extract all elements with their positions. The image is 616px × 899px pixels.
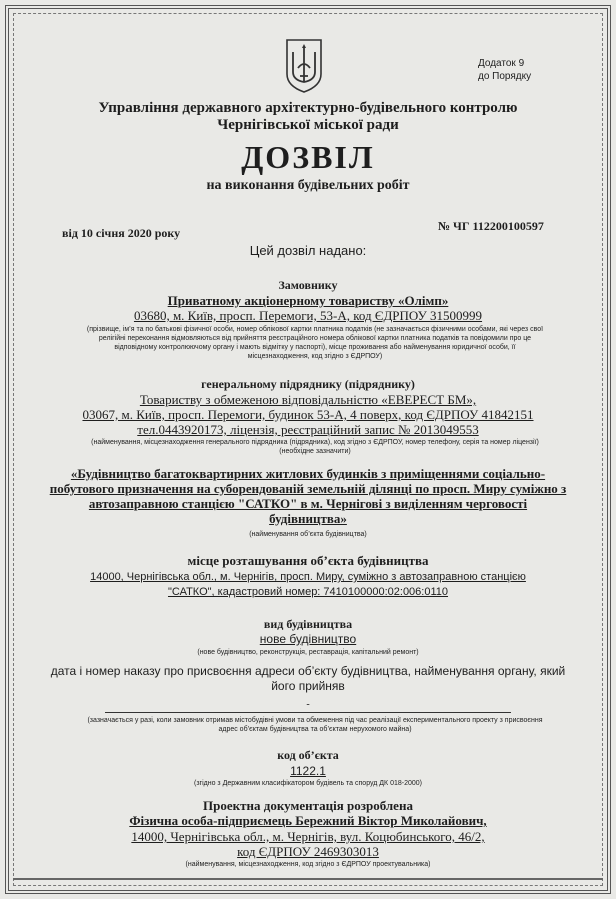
address-order-note-line1: (зазначається у разі, коли замовник отримав містобудівні умови та обмеження під час реалізації експериментального проекту з присвоєння [87,717,543,724]
annex-note [478,57,531,83]
contractor-note [50,438,580,456]
contractor-note-line1: (найменування, місцезнаходження генерального підрядника (підрядника), код згідно з ЄДРПОУ, номер телефону, серія та номер ліцензії) [91,439,539,446]
issuing-authority [40,100,576,134]
project-docs-note: (найменування, місцезнаходження, код згідно з ЄДРПОУ проектувальника) [185,861,431,868]
page-subtitle: на виконання будівельних робіт [206,178,410,193]
project-docs-heading: Проектна документація розроблена [203,798,413,813]
project-docs-code: код ЄДРПОУ 2469303013 [237,844,379,859]
object-name-line: «Будівництво багатоквартирних житлових будинків з приміщеннями соціально- [70,466,546,481]
granted-to: Цей дозвіл надано: [249,243,367,258]
project-docs-address: 14000, Чернігівська обл., м. Чернігів, вул. Коцюбинського, 46/2, [131,829,485,844]
bottom-border [13,878,603,888]
address-order-line2: його прийняв [271,679,345,693]
address-order-line1: дата і номер наказу про присвоєння адреси об’єкту будівництва, найменування органу, який [50,664,566,678]
issue-date: від 10 січня 2020 року [62,226,181,240]
address-order-note-line2: адрес об’єктам будівництва та об’єктам нерухомого майна) [218,726,412,733]
customer-name: Приватному акціонерному товариству «Олімп» [167,293,449,308]
customer-note-line: відповідному контролюючому органу і мають відмітку у паспорті), місце проживання або найменування юридичної особи, її [114,344,516,351]
customer-heading: Замовнику [278,278,338,292]
construction-type-value: нове будівництво [259,632,357,646]
object-note: (найменування об’єкта будівництва) [249,531,367,538]
object-name-line: побутового призначення на суборендованій земельній ділянці по просп. Миру суміжно з [49,481,567,496]
address-order [40,664,576,694]
object-code-value: 1122.1 [290,764,326,778]
annex-line2: до Порядку [478,71,532,82]
contractor-contacts: тел.0443920173, ліцензія, реєстраційний запис № 2013049553 [137,422,479,437]
object-name-line: автозаправною станцією "САТКО" в м. Чернігові з виділенням черговості [88,496,528,511]
object-code-heading: код об’єкта [277,748,339,762]
object-name [30,466,586,526]
location-line1: 14000, Чернігівська обл., м. Чернігів, просп. Миру, суміжно з автозаправною станцією [90,571,526,583]
contractor-note-line2: (необхідне зазначити) [279,448,351,455]
customer-address: 03680, м. Київ, просп. Перемоги, 53-А, код ЄДРПОУ 31500999 [133,308,483,323]
customer-note-line: (прізвище, ім’я та по батькові фізичної особи, номер облікової картки платника податків (не зазначається фізичними особами, які через свої [86,326,544,333]
construction-type-note: (нове будівництво, реконструкція, реставрація, капітальний ремонт) [197,649,419,656]
contractor-name: Товариству з обмеженою відповідальністю «ЕВЕРЕСТ БМ», [139,392,477,407]
object-code-note: (згідно з Державним класифікатором будівель та споруд ДК 018-2000) [194,780,422,787]
project-docs-name: Фізична особа-підприємець Бережний Віктор Миколайович, [129,813,487,828]
customer-note-line: релігійні переконання відмовляються від прийняття реєстраційного номера облікової картки платника податків та повідомили про це [98,335,532,342]
contractor-address: 03067, м. Київ, просп. Перемоги, будинок 53-А, 4 поверх, код ЄДРПОУ 41842151 [82,407,534,422]
trident-emblem-icon [285,38,323,94]
customer-note [50,325,580,361]
authority-line1: Управління державного архітектурно-будівельного контролю [98,100,518,116]
customer-note-line: місцезнаходження, код згідно з ЄДРПОУ) [247,353,383,360]
permit-number: № ЧГ 112200100597 [438,219,544,233]
construction-type-heading: вид будівництва [263,617,353,631]
authority-line2: Чернігівської міської ради [217,117,399,133]
annex-line1: Додаток 9 [478,58,525,69]
location-line2: "САТКО", кадастровий номер: 7410100000:02:006:0110 [167,586,449,598]
address-order-note [50,716,580,734]
page-title: ДОЗВІЛ [241,139,375,175]
address-order-value: - [105,700,511,713]
location-heading: місце розташування об’єкта будівництва [187,553,429,568]
object-name-line: будівництва» [269,511,347,526]
contractor-heading: генеральному підряднику (підряднику) [201,377,415,391]
